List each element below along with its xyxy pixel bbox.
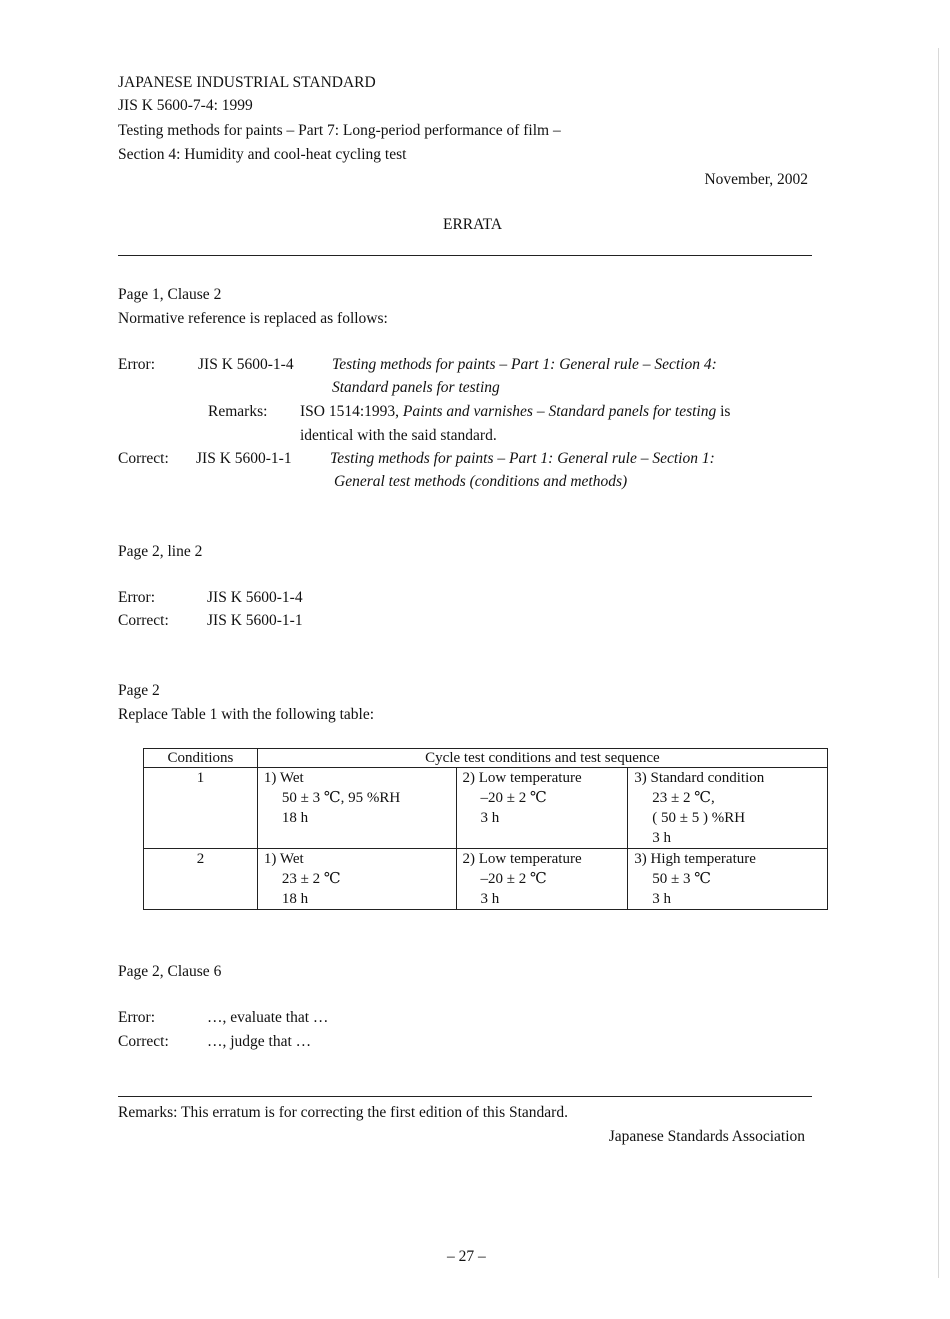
step-title: 3) Standard condition [634, 770, 765, 786]
step-line: 3 h [652, 830, 672, 846]
erratum-2-error-label: Error: [118, 589, 156, 606]
table-step-cell [257, 768, 456, 849]
header-divider [118, 255, 812, 256]
erratum-1-remarks [300, 403, 730, 421]
step-title: 2) Low temperature [462, 770, 582, 786]
footer-association: Japanese Standards Association [608, 1128, 805, 1145]
table-row [144, 768, 828, 849]
erratum-1-error-text-line2: Standard panels for testing [332, 379, 500, 396]
erratum-1-correct-code: JIS K 5600-1-1 [196, 450, 292, 467]
table-condition-cell: 1 [144, 768, 258, 849]
table-step-cell [257, 849, 456, 910]
erratum-1-error-text-line1: Testing methods for paints – Part 1: General rule – Section 4: [332, 356, 717, 373]
erratum-1-remarks-plain: ISO 1514:1993, [300, 403, 403, 420]
table-header-conditions: Conditions [144, 749, 258, 768]
table-step-cell [628, 849, 828, 910]
erratum-1-error-code: JIS K 5600-1-4 [198, 356, 294, 373]
erratum-1-correct-label: Correct: [118, 450, 169, 467]
table-step-cell [456, 849, 628, 910]
standard-number: JIS K 5600-7-4: 1999 [118, 97, 253, 114]
erratum-1-remarks-line2: identical with the said standard. [300, 427, 497, 444]
erratum-1-remarks-after: is [716, 403, 731, 420]
erratum-4-correct-value: …, judge that … [207, 1033, 312, 1050]
erratum-3-description: Replace Table 1 with the following table: [118, 706, 375, 723]
erratum-1-correct-text-line1: Testing methods for paints – Part 1: General rule – Section 1: [330, 450, 715, 467]
table-header-cycle: Cycle test conditions and test sequence [257, 749, 827, 768]
step-line: ( 50 ± 5 ) %RH [652, 810, 746, 826]
erratum-1-remarks-label: Remarks: [208, 403, 268, 420]
erratum-1-error-label: Error: [118, 356, 156, 373]
erratum-2-location: Page 2, line 2 [118, 543, 203, 560]
step-line: 3 h [480, 891, 500, 907]
erratum-1-correct-text-line2: General test methods (conditions and methods) [334, 473, 628, 490]
footer-remarks: Remarks: This erratum is for correcting the first edition of this Standard. [118, 1104, 568, 1121]
step-line: 50 ± 3 ℃, 95 %RH [281, 790, 401, 806]
erratum-4-error-label: Error: [118, 1009, 156, 1026]
step-line: 23 ± 2 ℃, [652, 790, 715, 806]
step-line: 3 h [480, 810, 500, 826]
table-condition-cell: 2 [144, 849, 258, 910]
step-line: 23 ± 2 ℃ [281, 871, 341, 887]
erratum-2-correct-value: JIS K 5600-1-1 [207, 612, 303, 629]
step-line: 18 h [281, 891, 309, 907]
step-title: 2) Low temperature [462, 851, 582, 867]
standard-title-line2: Section 4: Humidity and cool-heat cycling test [118, 146, 407, 163]
table-row [144, 849, 828, 910]
erratum-2-correct-label: Correct: [118, 612, 169, 629]
erratum-4-correct-label: Correct: [118, 1033, 169, 1050]
step-title: 1) Wet [263, 851, 304, 867]
table-header-row [144, 749, 828, 768]
page-number: – 27 – [447, 1248, 486, 1265]
step-line: –20 ± 2 ℃ [480, 790, 547, 806]
table-step-cell [628, 768, 828, 849]
erratum-1-remarks-italic: Paints and varnishes – Standard panels for testing [402, 403, 717, 420]
step-line: 18 h [281, 810, 309, 826]
step-line: –20 ± 2 ℃ [480, 871, 547, 887]
document-title: ERRATA [443, 216, 503, 233]
cycle-test-table [143, 748, 828, 910]
issue-date: November, 2002 [704, 171, 808, 188]
standard-title-line1: Testing methods for paints – Part 7: Long-period performance of film – [118, 122, 561, 139]
erratum-1-location: Page 1, Clause 2 [118, 286, 222, 303]
footer-divider [118, 1096, 812, 1097]
erratum-4-error-value: …, evaluate that … [207, 1009, 329, 1026]
step-line: 50 ± 3 ℃ [652, 871, 712, 887]
step-title: 3) High temperature [634, 851, 756, 867]
erratum-4-location: Page 2, Clause 6 [118, 963, 222, 980]
page-edge-line [938, 48, 939, 1278]
step-line: 3 h [652, 891, 672, 907]
table-step-cell [456, 768, 628, 849]
erratum-3-location: Page 2 [118, 682, 160, 699]
standard-type: JAPANESE INDUSTRIAL STANDARD [118, 74, 376, 91]
erratum-2-error-value: JIS K 5600-1-4 [207, 589, 303, 606]
erratum-1-description: Normative reference is replaced as follows: [118, 310, 388, 327]
step-title: 1) Wet [263, 770, 304, 786]
